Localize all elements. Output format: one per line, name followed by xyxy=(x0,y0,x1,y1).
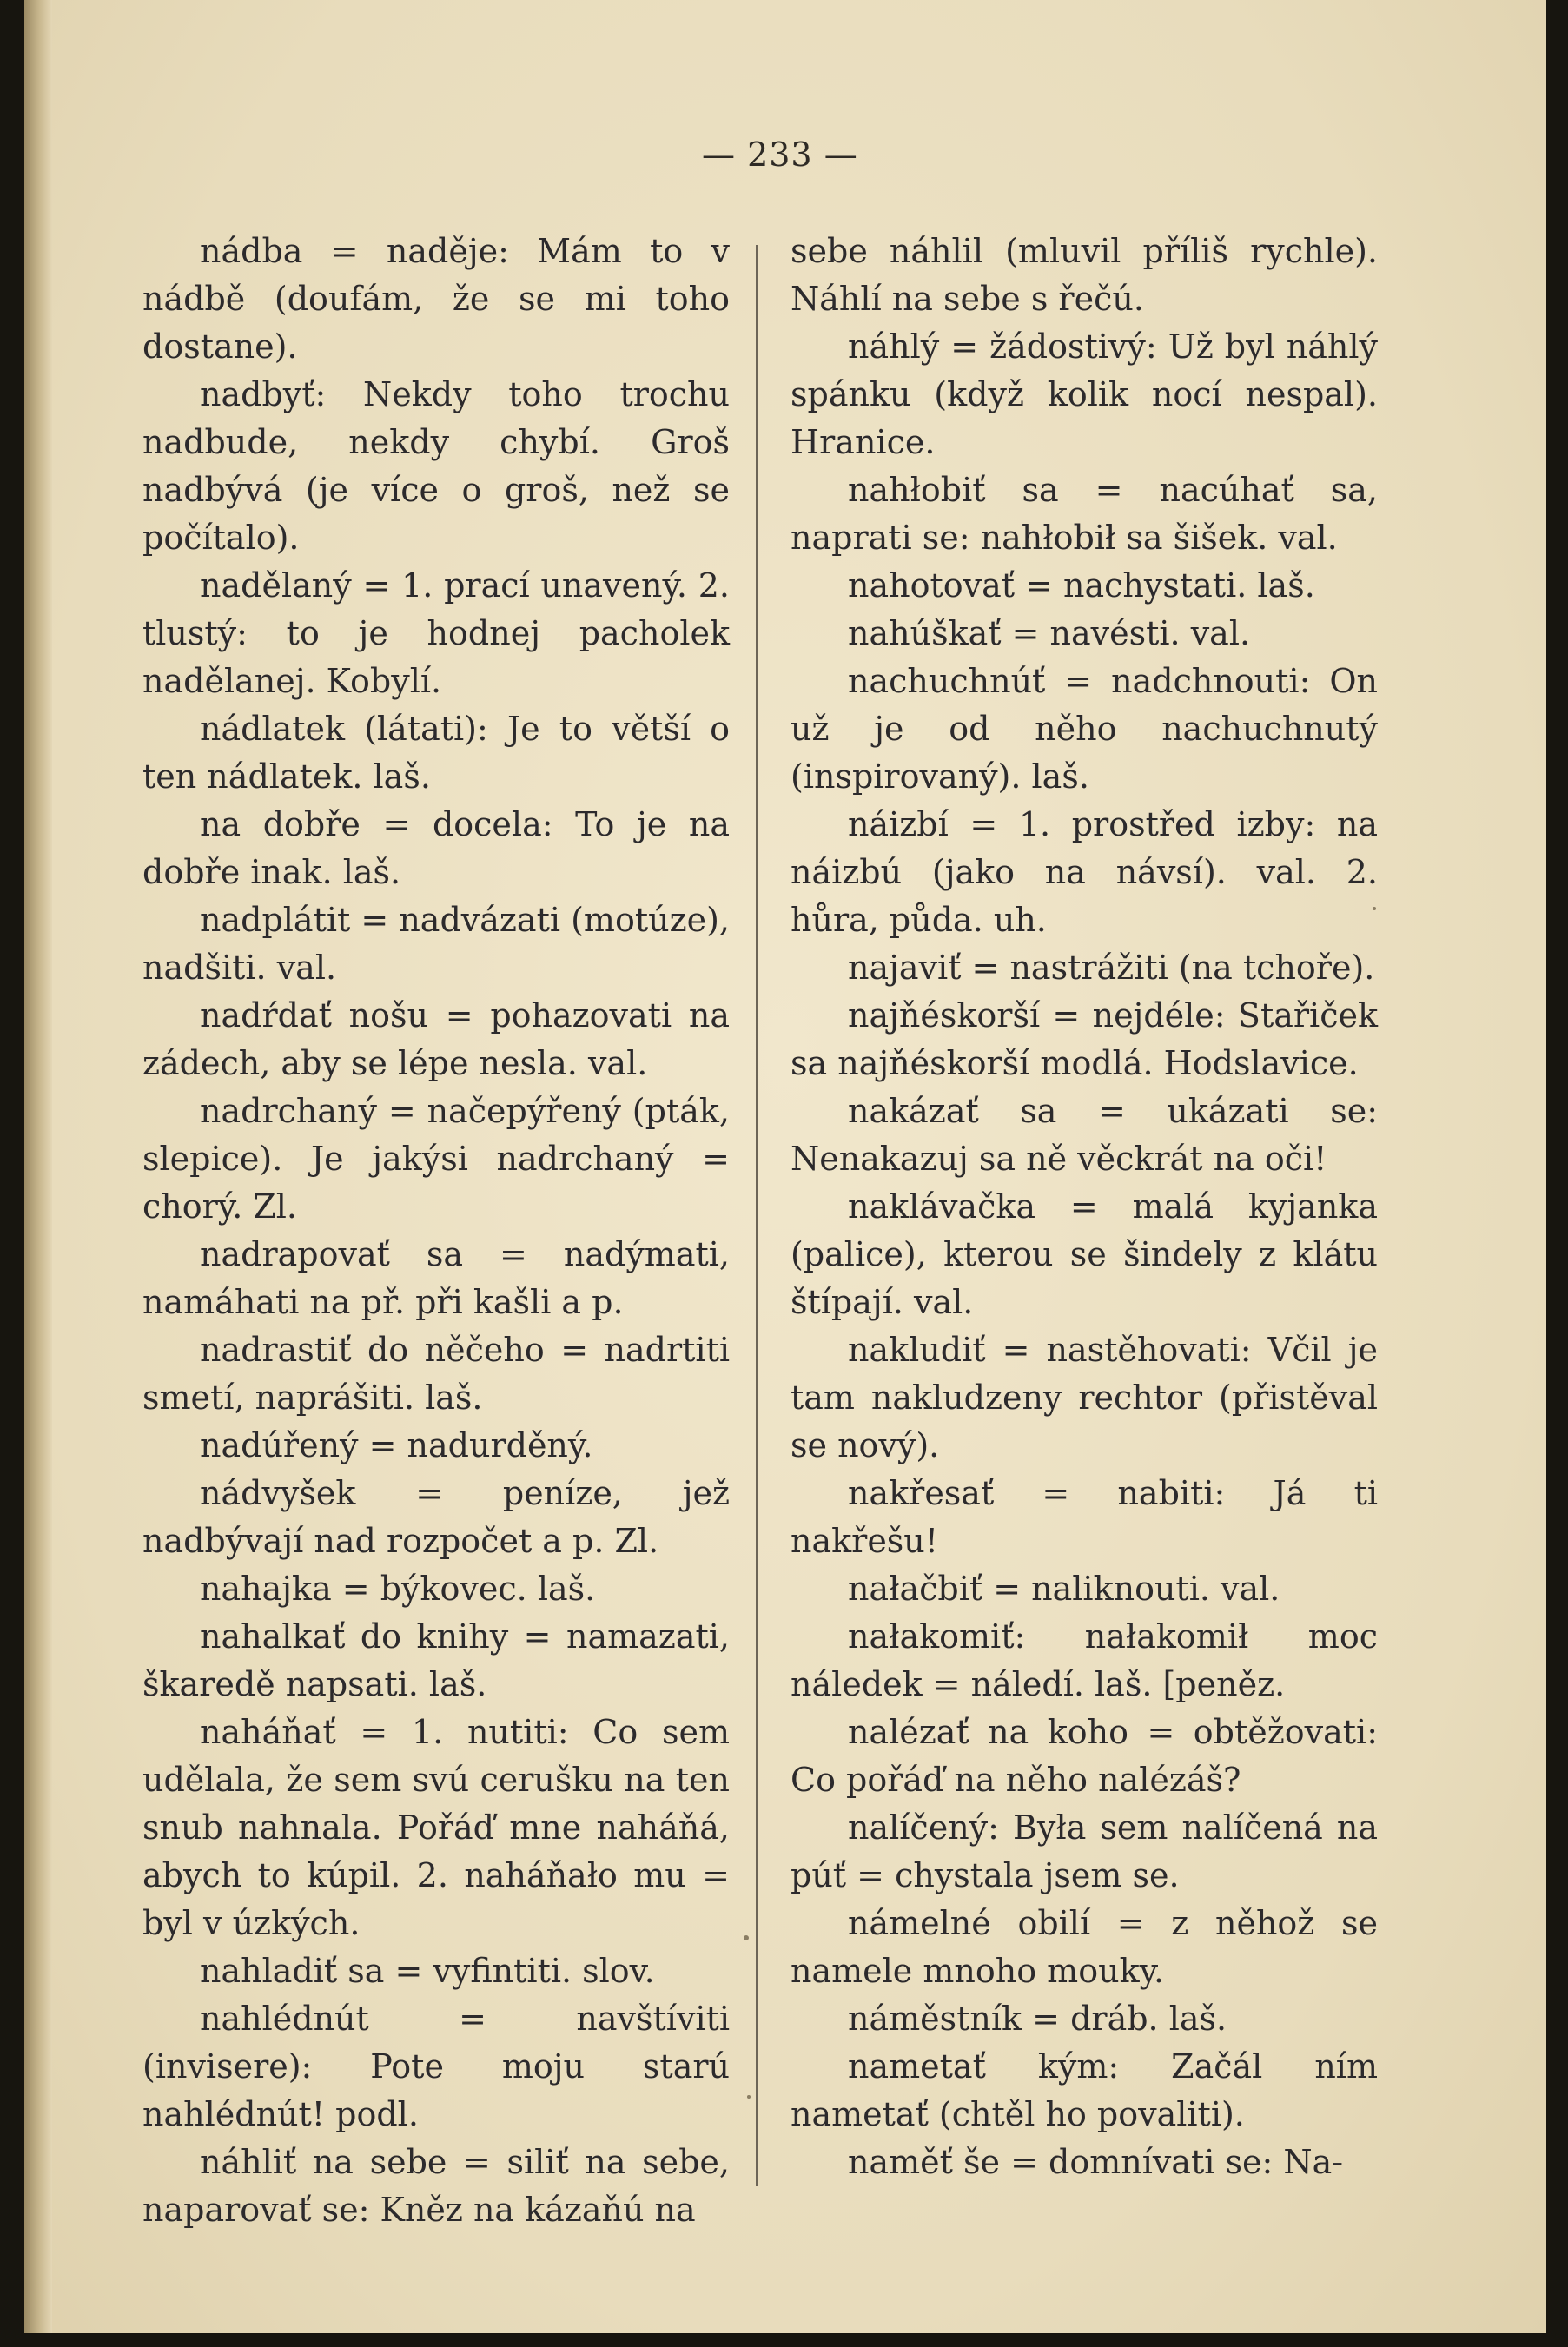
dictionary-entry: nadŕdať nošu = pohazovati na zádech, aby se lépe nesla. val. xyxy=(142,996,730,1082)
dictionary-entry: nahalkať do knihy = namazati, škaredě napsati. laš. xyxy=(142,1617,730,1703)
dictionary-entry: nakludiť = nastěhovati: Včil je tam nakludzeny rechtor (přistěval se nový). xyxy=(791,1331,1378,1464)
dictionary-entry: nalíčený: Była sem nalíčená na púť = chystala jsem se. xyxy=(791,1808,1378,1894)
dictionary-entry: nametať kým: Začál ním nametať (chtěl ho povaliti). xyxy=(791,2047,1378,2133)
left-column xyxy=(142,228,730,2234)
page-number: — 233 — xyxy=(702,136,858,174)
dictionary-entry: nadrapovať sa = nadýmati, namáhati na př. při kašli a p. xyxy=(142,1235,730,1321)
dictionary-entry: nalézať na koho = obtěžovati: Co pořáď na něho nalézáš? xyxy=(791,1713,1378,1799)
dictionary-entry: nachuchnúť = nadchnouti: On už je od něho nachuchnutý (inspirovaný). laš. xyxy=(791,662,1378,796)
dictionary-entry: nahúškať = navésti. val. xyxy=(848,614,1251,652)
dictionary-entry: nádba = naděje: Mám to v nádbě (doufám, že se mi toho dostane). xyxy=(142,232,730,366)
book-page xyxy=(24,0,1546,2333)
right-column xyxy=(791,228,1378,2186)
dictionary-entry: nadělaný = 1. prací unavený. 2. tlustý: to je hodnej pacholek nadělanej. Kobylí. xyxy=(142,566,730,700)
dictionary-entry-continued: sebe náhlil (mluvil příliš rychle). Náhlí na sebe s řečú. xyxy=(791,232,1378,318)
dictionary-entry: nadrastiť do něčeho = nadrtiti smetí, naprášiti. laš. xyxy=(142,1331,730,1417)
dictionary-entry: najňéskorší = nejdéle: Stařiček sa najňéskorší modlá. Hodslavice. xyxy=(791,996,1378,1082)
dictionary-entry: námelné obilí = z něhož se namele mnoho mouky. xyxy=(791,1904,1378,1990)
column-divider xyxy=(756,245,758,2186)
dictionary-entry: náhlý = žádostivý: Už byl náhlý spánku (když kolik nocí nespal). Hranice. xyxy=(791,327,1378,461)
dictionary-entry: nahlédnút = navštíviti (invisere): Pote moju starú nahlédnút! podl. xyxy=(142,2000,730,2133)
dictionary-entry: naměť še = domnívati se: Na- xyxy=(848,2143,1344,2181)
dictionary-entry: naklávačka = malá kyjanka (palice), kterou se šindely z klátu štípají. val. xyxy=(791,1187,1378,1321)
dictionary-entry: nałakomiť: nałakomił moc náledek = náledí. laš. [peněz. xyxy=(791,1617,1378,1703)
dictionary-entry: nahotovať = nachystati. laš. xyxy=(848,566,1315,605)
dictionary-entry: nakázať sa = ukázati se: Nenakazuj sa ně věckrát na oči! xyxy=(791,1092,1378,1178)
dictionary-entry: náhliť na sebe = siliť na sebe, naparovať se: Kněz na kázaňú na xyxy=(142,2143,730,2229)
dictionary-entry: naháňať = 1. nutiti: Co sem udělala, že sem svú cerušku na ten snub nahnala. Pořáď mne naháňá, abych to kúpil. 2. naháňało mu = byl v úzkých. xyxy=(142,1713,730,1942)
dictionary-entry: nadrchaný = načepýřený (pták, slepice). Je jakýsi nadrchaný = chorý. Zl. xyxy=(142,1092,730,1226)
dictionary-entry: nahłobiť sa = nacúhať sa, naprati se: nahłobił sa šišek. val. xyxy=(791,471,1378,557)
dictionary-entry: nakřesať = nabiti: Já ti nakřešu! xyxy=(791,1474,1378,1560)
dictionary-entry: nádvyšek = peníze, jež nadbývají nad rozpočet a p. Zl. xyxy=(142,1474,730,1560)
paper-speck xyxy=(744,1935,749,1940)
paper-speck xyxy=(747,2095,751,2099)
dictionary-entry: najaviť = nastrážiti (na tchoře). xyxy=(848,949,1375,987)
paper-speck xyxy=(1373,907,1376,910)
dictionary-entry: náměstník = dráb. laš. xyxy=(848,2000,1227,2038)
dictionary-entry: nadbyť: Nekdy toho trochu nadbude, nekdy chybí. Groš nadbývá (je více o groš, než se počítalo). xyxy=(142,375,730,557)
dictionary-entry: na dobře = docela: To je na dobře inak. laš. xyxy=(142,805,730,891)
dictionary-entry: nahladiť sa = vyfintiti. slov. xyxy=(200,1952,655,1990)
dictionary-entry: nadúřený = nadurděný. xyxy=(200,1426,593,1464)
dictionary-entry: nałačbiť = naliknouti. val. xyxy=(848,1570,1280,1608)
page-spine-shadow xyxy=(24,0,52,2333)
dictionary-entry: náizbí = 1. prostřed izby: na náizbú (jako na návsí). val. 2. hůra, půda. uh. xyxy=(791,805,1378,939)
dictionary-entry: nadplátit = nadvázati (motúze), nadšiti. val. xyxy=(142,901,730,987)
dictionary-entry: nádlatek (látati): Je to větší o ten nádlatek. laš. xyxy=(142,710,730,796)
dictionary-entry: nahajka = býkovec. laš. xyxy=(200,1570,596,1608)
